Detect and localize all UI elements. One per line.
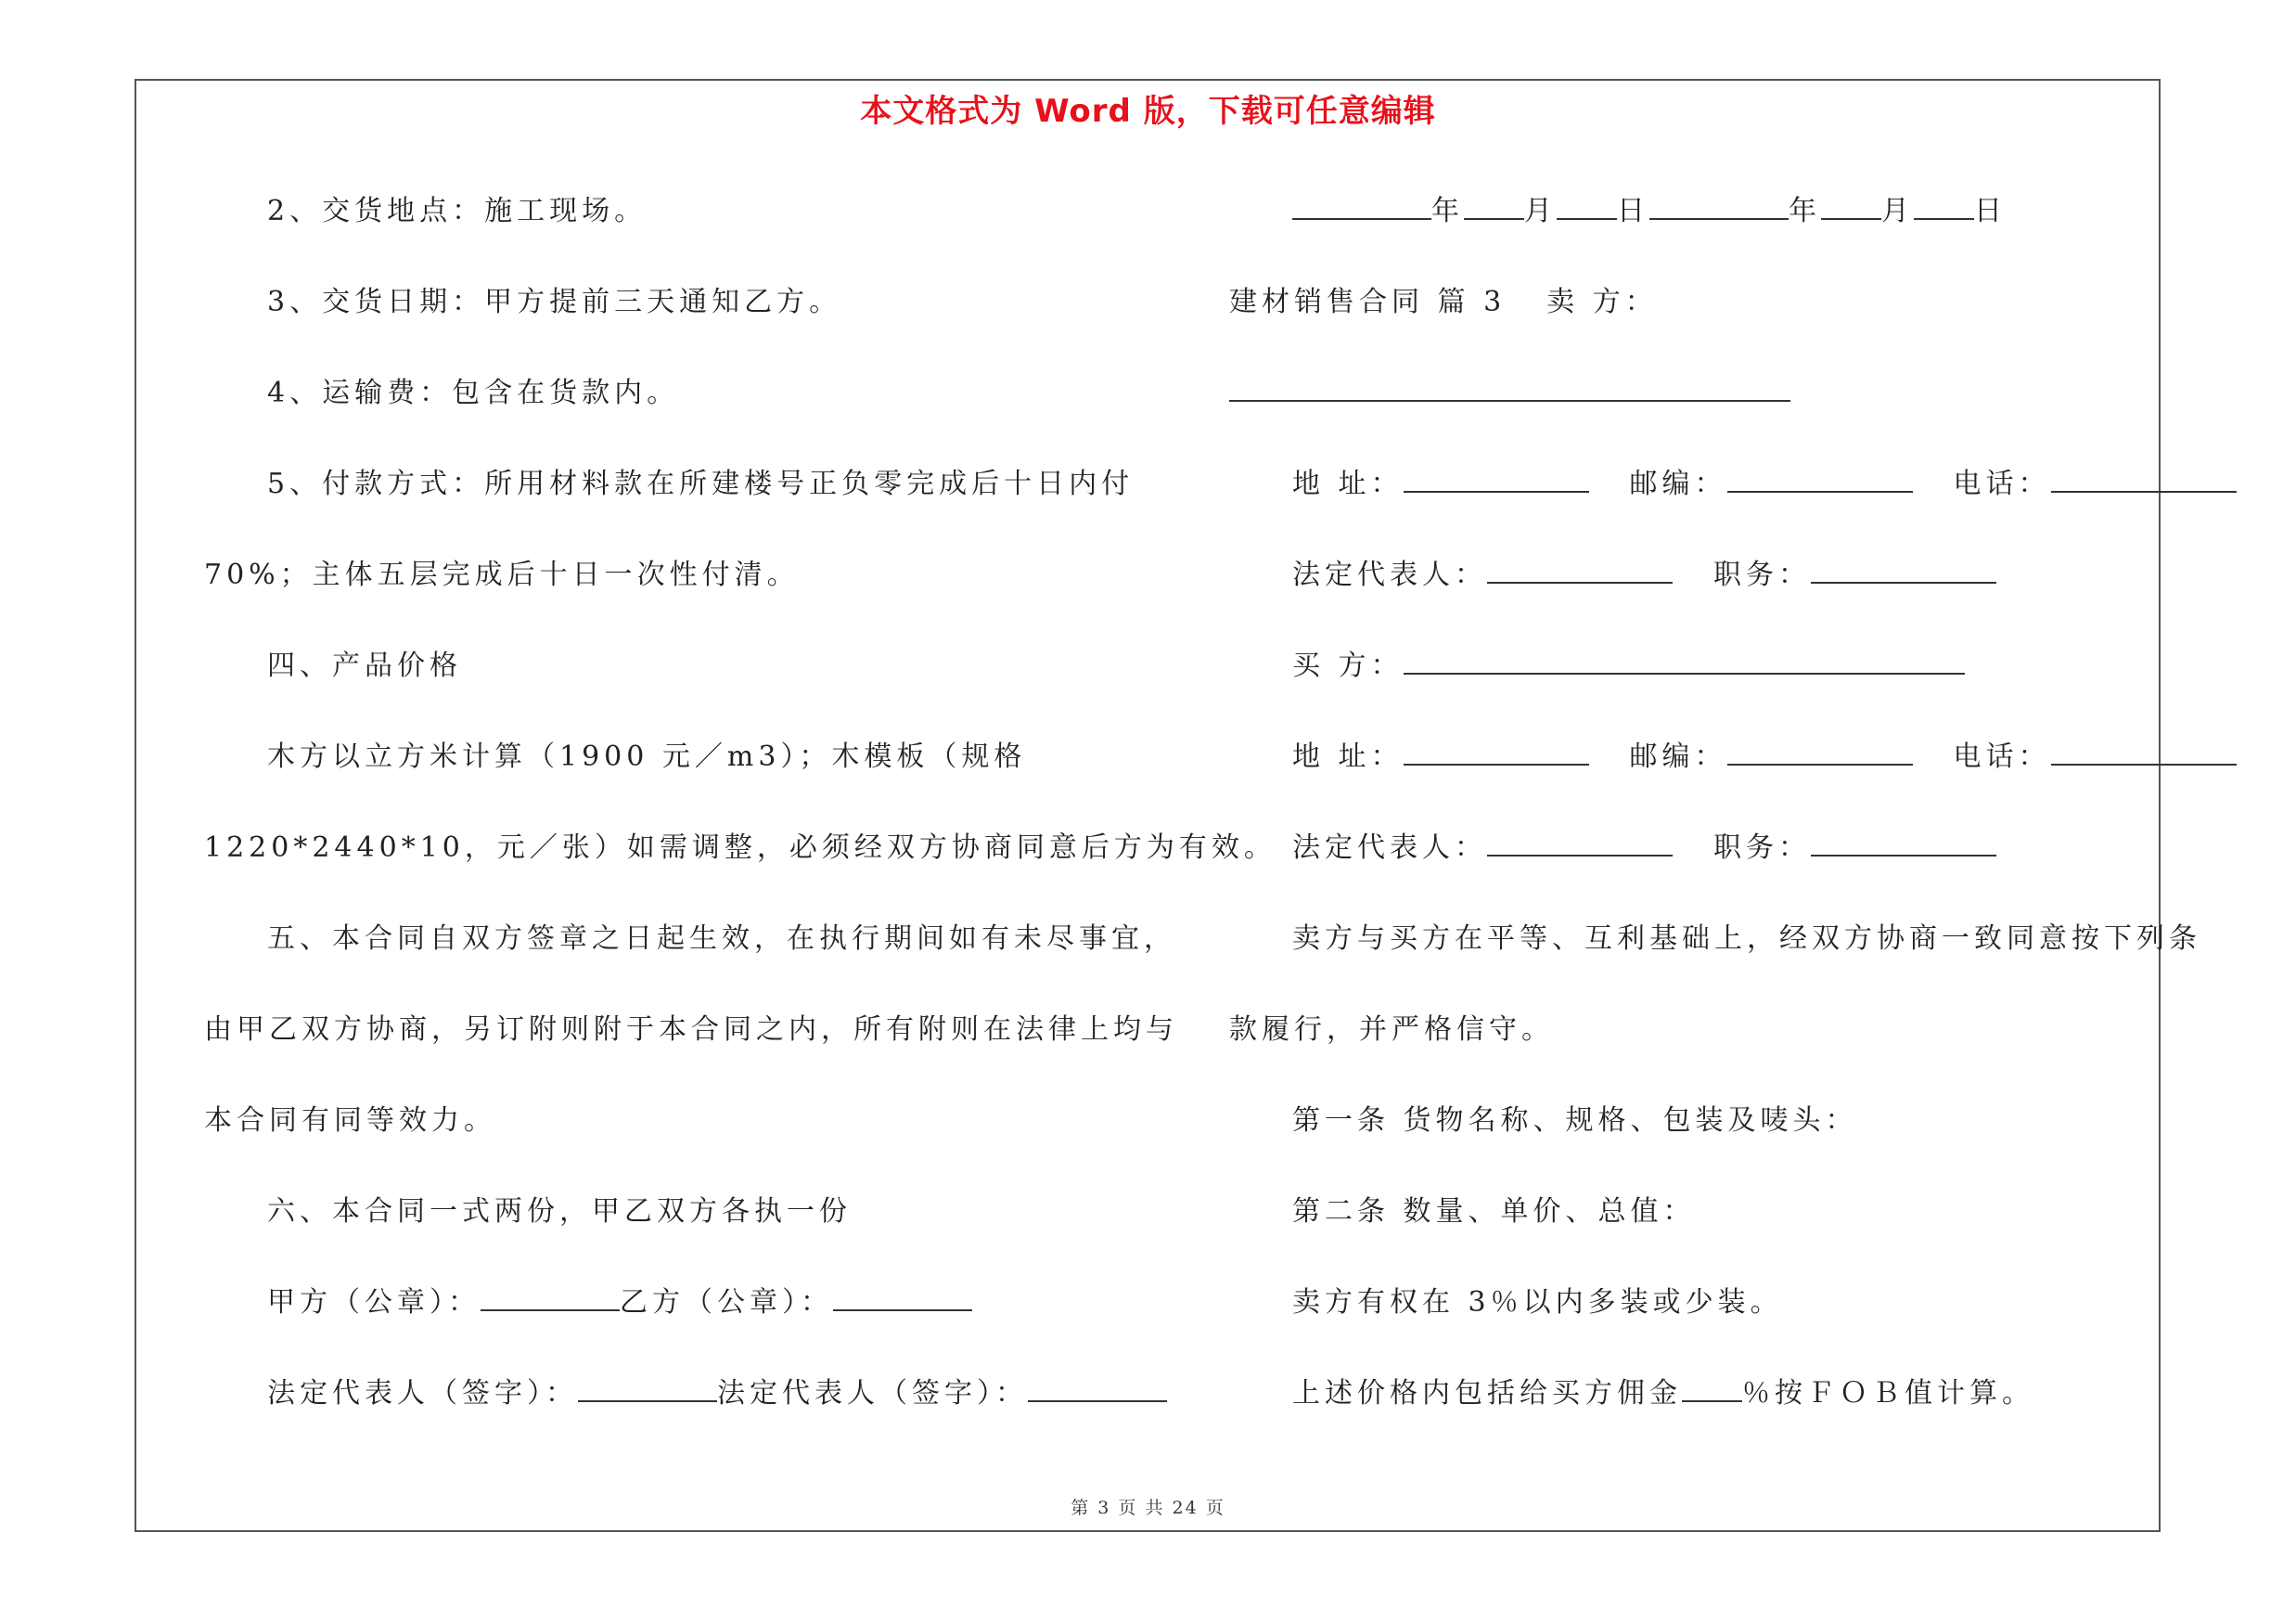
buyer-rep-row	[1229, 820, 2157, 911]
article-one: 第一条 货物名称、规格、包装及唛头：	[1292, 1104, 1858, 1137]
section-price-heading: 四、产品价格	[267, 650, 462, 682]
seller-address-label: 地 址：	[1292, 468, 1404, 500]
rep-b-blank[interactable]	[1028, 1369, 1167, 1402]
buyer-rep-blank[interactable]	[1487, 823, 1673, 857]
rep-a-blank[interactable]	[578, 1369, 717, 1402]
seller-phone-blank[interactable]	[2051, 459, 2237, 493]
buyer-phone-blank[interactable]	[2051, 732, 2237, 766]
seller-position-blank[interactable]	[1811, 550, 1996, 584]
party-a-label: 甲方（公章）：	[267, 1286, 481, 1319]
seller-blank[interactable]	[1229, 368, 1790, 402]
month-b-label: 月	[1881, 195, 1914, 227]
page-number: 第 3 页 共 24 页	[1071, 1498, 1225, 1518]
buyer-position-blank[interactable]	[1811, 823, 1996, 857]
price-text: 木方以立方米计算（1900 元／m3）；木模板（规格	[267, 741, 1027, 773]
section-copies: 六、本合同一式两份，甲乙双方各执一份	[267, 1195, 852, 1228]
day-b-blank[interactable]	[1914, 187, 1974, 220]
seller-position-label: 职务：	[1713, 559, 1811, 591]
seller-label: 卖 方：	[1546, 286, 1658, 318]
buyer-phone-label: 电话：	[1953, 741, 2051, 773]
clause-delivery-place: 2、交货地点：施工现场。	[267, 195, 648, 227]
month-b-blank[interactable]	[1821, 187, 1881, 220]
rep-a-label: 法定代表人（签字）：	[267, 1377, 578, 1410]
seller-postcode-label: 邮编：	[1629, 468, 1727, 500]
contract-heading: 建材销售合同 篇 3	[1229, 286, 1507, 318]
article-two: 第二条 数量、单价、总值：	[1292, 1195, 1696, 1228]
month-a-blank[interactable]	[1464, 187, 1524, 220]
seller-address-blank[interactable]	[1404, 459, 1589, 493]
buyer-address-blank[interactable]	[1404, 732, 1589, 766]
rep-b-label: 法定代表人（签字）：	[717, 1377, 1028, 1410]
buyer-label: 买 方：	[1292, 650, 1404, 682]
day-a-blank[interactable]	[1557, 187, 1617, 220]
commission-row	[1229, 1366, 2157, 1457]
clause-payment-cont: 70%；主体五层完成后十日一次性付清。	[204, 559, 800, 591]
agreement-text: 卖方与买方在平等、互利基础上，经双方协商一致同意按下列条	[1292, 922, 2201, 955]
clause-delivery-date: 3、交货日期：甲方提前三天通知乙方。	[267, 286, 842, 318]
month-a-label: 月	[1524, 195, 1557, 227]
year-a-blank[interactable]	[1292, 187, 1431, 220]
contract-heading-row	[1229, 275, 2157, 366]
clause-payment: 5、付款方式：所用材料款在所建楼号正负零完成后十日内付	[267, 468, 1135, 500]
buyer-address-row	[1229, 729, 2157, 820]
agreement-text-cont: 款履行，并严格信守。	[1229, 1013, 1554, 1046]
section-effective: 五、本合同自双方签章之日起生效，在执行期间如有未尽事宜，	[267, 922, 1176, 955]
seller-blank-row	[1229, 366, 2157, 457]
party-b-label: 乙方（公章）：	[620, 1286, 833, 1319]
right-column	[1229, 184, 2201, 1457]
seller-phone-label: 电话：	[1953, 468, 2051, 500]
year-a-label: 年	[1431, 195, 1464, 227]
year-b-label: 年	[1789, 195, 1821, 227]
party-b-blank[interactable]	[833, 1278, 972, 1311]
buyer-postcode-blank[interactable]	[1727, 732, 1913, 766]
left-column	[204, 184, 1276, 1457]
buyer-address-label: 地 址：	[1292, 741, 1404, 773]
buyer-blank[interactable]	[1404, 641, 1965, 675]
format-banner: 本文格式为 Word 版，下载可任意编辑	[860, 93, 1436, 130]
seller-rep-blank[interactable]	[1487, 550, 1673, 584]
commission-suffix: ％按ＦＯＢ值计算。	[1742, 1377, 2034, 1410]
party-a-blank[interactable]	[481, 1278, 620, 1311]
year-b-blank[interactable]	[1649, 187, 1789, 220]
clause-freight: 4、运输费：包含在货款内。	[267, 377, 680, 409]
day-a-label: 日	[1617, 195, 1649, 227]
buyer-rep-label: 法定代表人：	[1292, 831, 1487, 864]
signature-rep-row	[204, 1366, 1132, 1457]
section-effective-cont: 由甲乙双方协商，另订附则附于本合同之内，所有附则在法律上均与	[204, 1013, 1178, 1046]
day-b-label: 日	[1974, 195, 2007, 227]
seller-postcode-blank[interactable]	[1727, 459, 1913, 493]
quantity-tolerance: 卖方有权在 3％以内多装或少装。	[1292, 1286, 1783, 1319]
buyer-postcode-label: 邮编：	[1629, 741, 1727, 773]
buyer-row	[1229, 638, 2157, 729]
price-text-cont: 1220*2440*10，元／张）如需调整，必须经双方协商同意后方为有效。	[204, 831, 1276, 864]
seller-address-row	[1229, 457, 2157, 547]
signature-seal-row	[204, 1275, 1132, 1366]
commission-label: 上述价格内包括给买方佣金	[1292, 1377, 1682, 1410]
buyer-position-label: 职务：	[1713, 831, 1811, 864]
commission-blank[interactable]	[1682, 1369, 1742, 1402]
seller-rep-row	[1229, 547, 2157, 638]
seller-rep-label: 法定代表人：	[1292, 559, 1487, 591]
date-row	[1229, 184, 2157, 275]
section-effective-end: 本合同有同等效力。	[204, 1104, 496, 1137]
